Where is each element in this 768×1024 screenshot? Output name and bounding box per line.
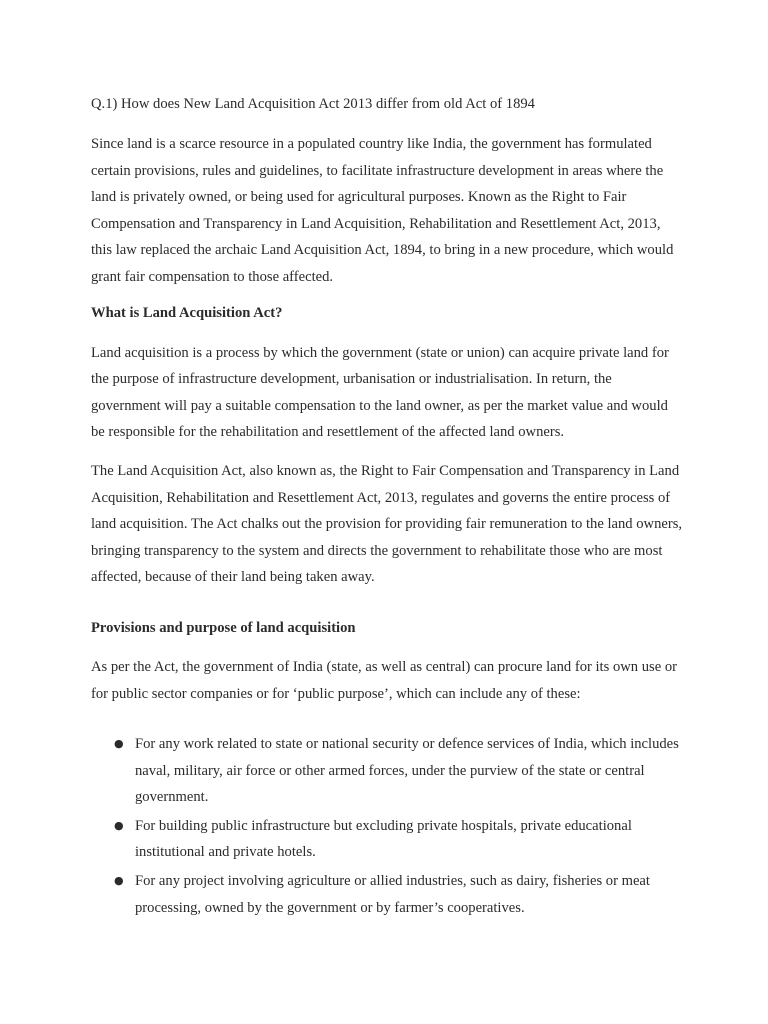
list-item [114,868,683,921]
public-purpose-list [91,731,683,921]
list-item-text: For any work related to state or national security or defence services of India, which includes naval, military, air force or other armed forces, under the purview of the state or central government. [135,736,679,806]
definition-paragraph: Land acquisition is a process by which the government (state or union) can acquire private land for the purpose of infrastructure development, urbanisation or industrialisation. In return, the government will pay a suitable compensation to the land owner, as per the market value and would be responsible for the rehabilitation and resettlement of the affected land owners. [91,344,669,441]
act-overview-paragraph: The Land Acquisition Act, also known as, the Right to Fair Compensation and Transparency in Land Acquisition, Rehabilitation and Resettlement Act, 2013, regulates and governs the entire process of land acquisition. The Act chalks out the provision for providing fair remuneration to the land owners, bringing transparency to the system and directs the government to rehabilitate those who are most affected, because of their land being taken away. [91,462,683,586]
provisions-paragraph: As per the Act, the government of India (state, as well as central) can procure land for its own use or for public sector companies or for ‘public purpose’, which can include any of these: [91,658,677,702]
section-heading-what-is-act: What is Land Acquisition Act? [91,304,283,321]
question-title: Q.1) How does New Land Acquisition Act 2013 differ from old Act of 1894 [91,96,535,112]
list-item [114,813,683,866]
bullet-icon: ● [114,874,124,888]
list-item-text: For any project involving agriculture or allied industries, such as dairy, fisheries or meat processing, owned by the government or by farmer’s cooperatives. [135,873,650,916]
list-item-text: For building public infrastructure but excluding private hospitals, private educational institutional and private hotels. [135,817,632,861]
list-item [114,731,683,811]
intro-paragraph: Since land is a scarce resource in a populated country like India, the government has formulated certain provisions, rules and guidelines, to facilitate infrastructure development in areas where the land is privately owned, or being used for agricultural purposes. Known as the Right to Fair Compensation and Transparency in Land Acquisition, Rehabilitation and Resettlement Act, 2013, this law replaced the archaic Land Acquisition Act, 1894, to bring in a new procedure, which would grant fair compensation to those affected. [91,136,674,285]
bullet-icon: ● [114,737,124,751]
section-heading-provisions: Provisions and purpose of land acquisition [91,619,356,636]
bullet-icon: ● [114,818,124,832]
document-page [91,94,683,923]
